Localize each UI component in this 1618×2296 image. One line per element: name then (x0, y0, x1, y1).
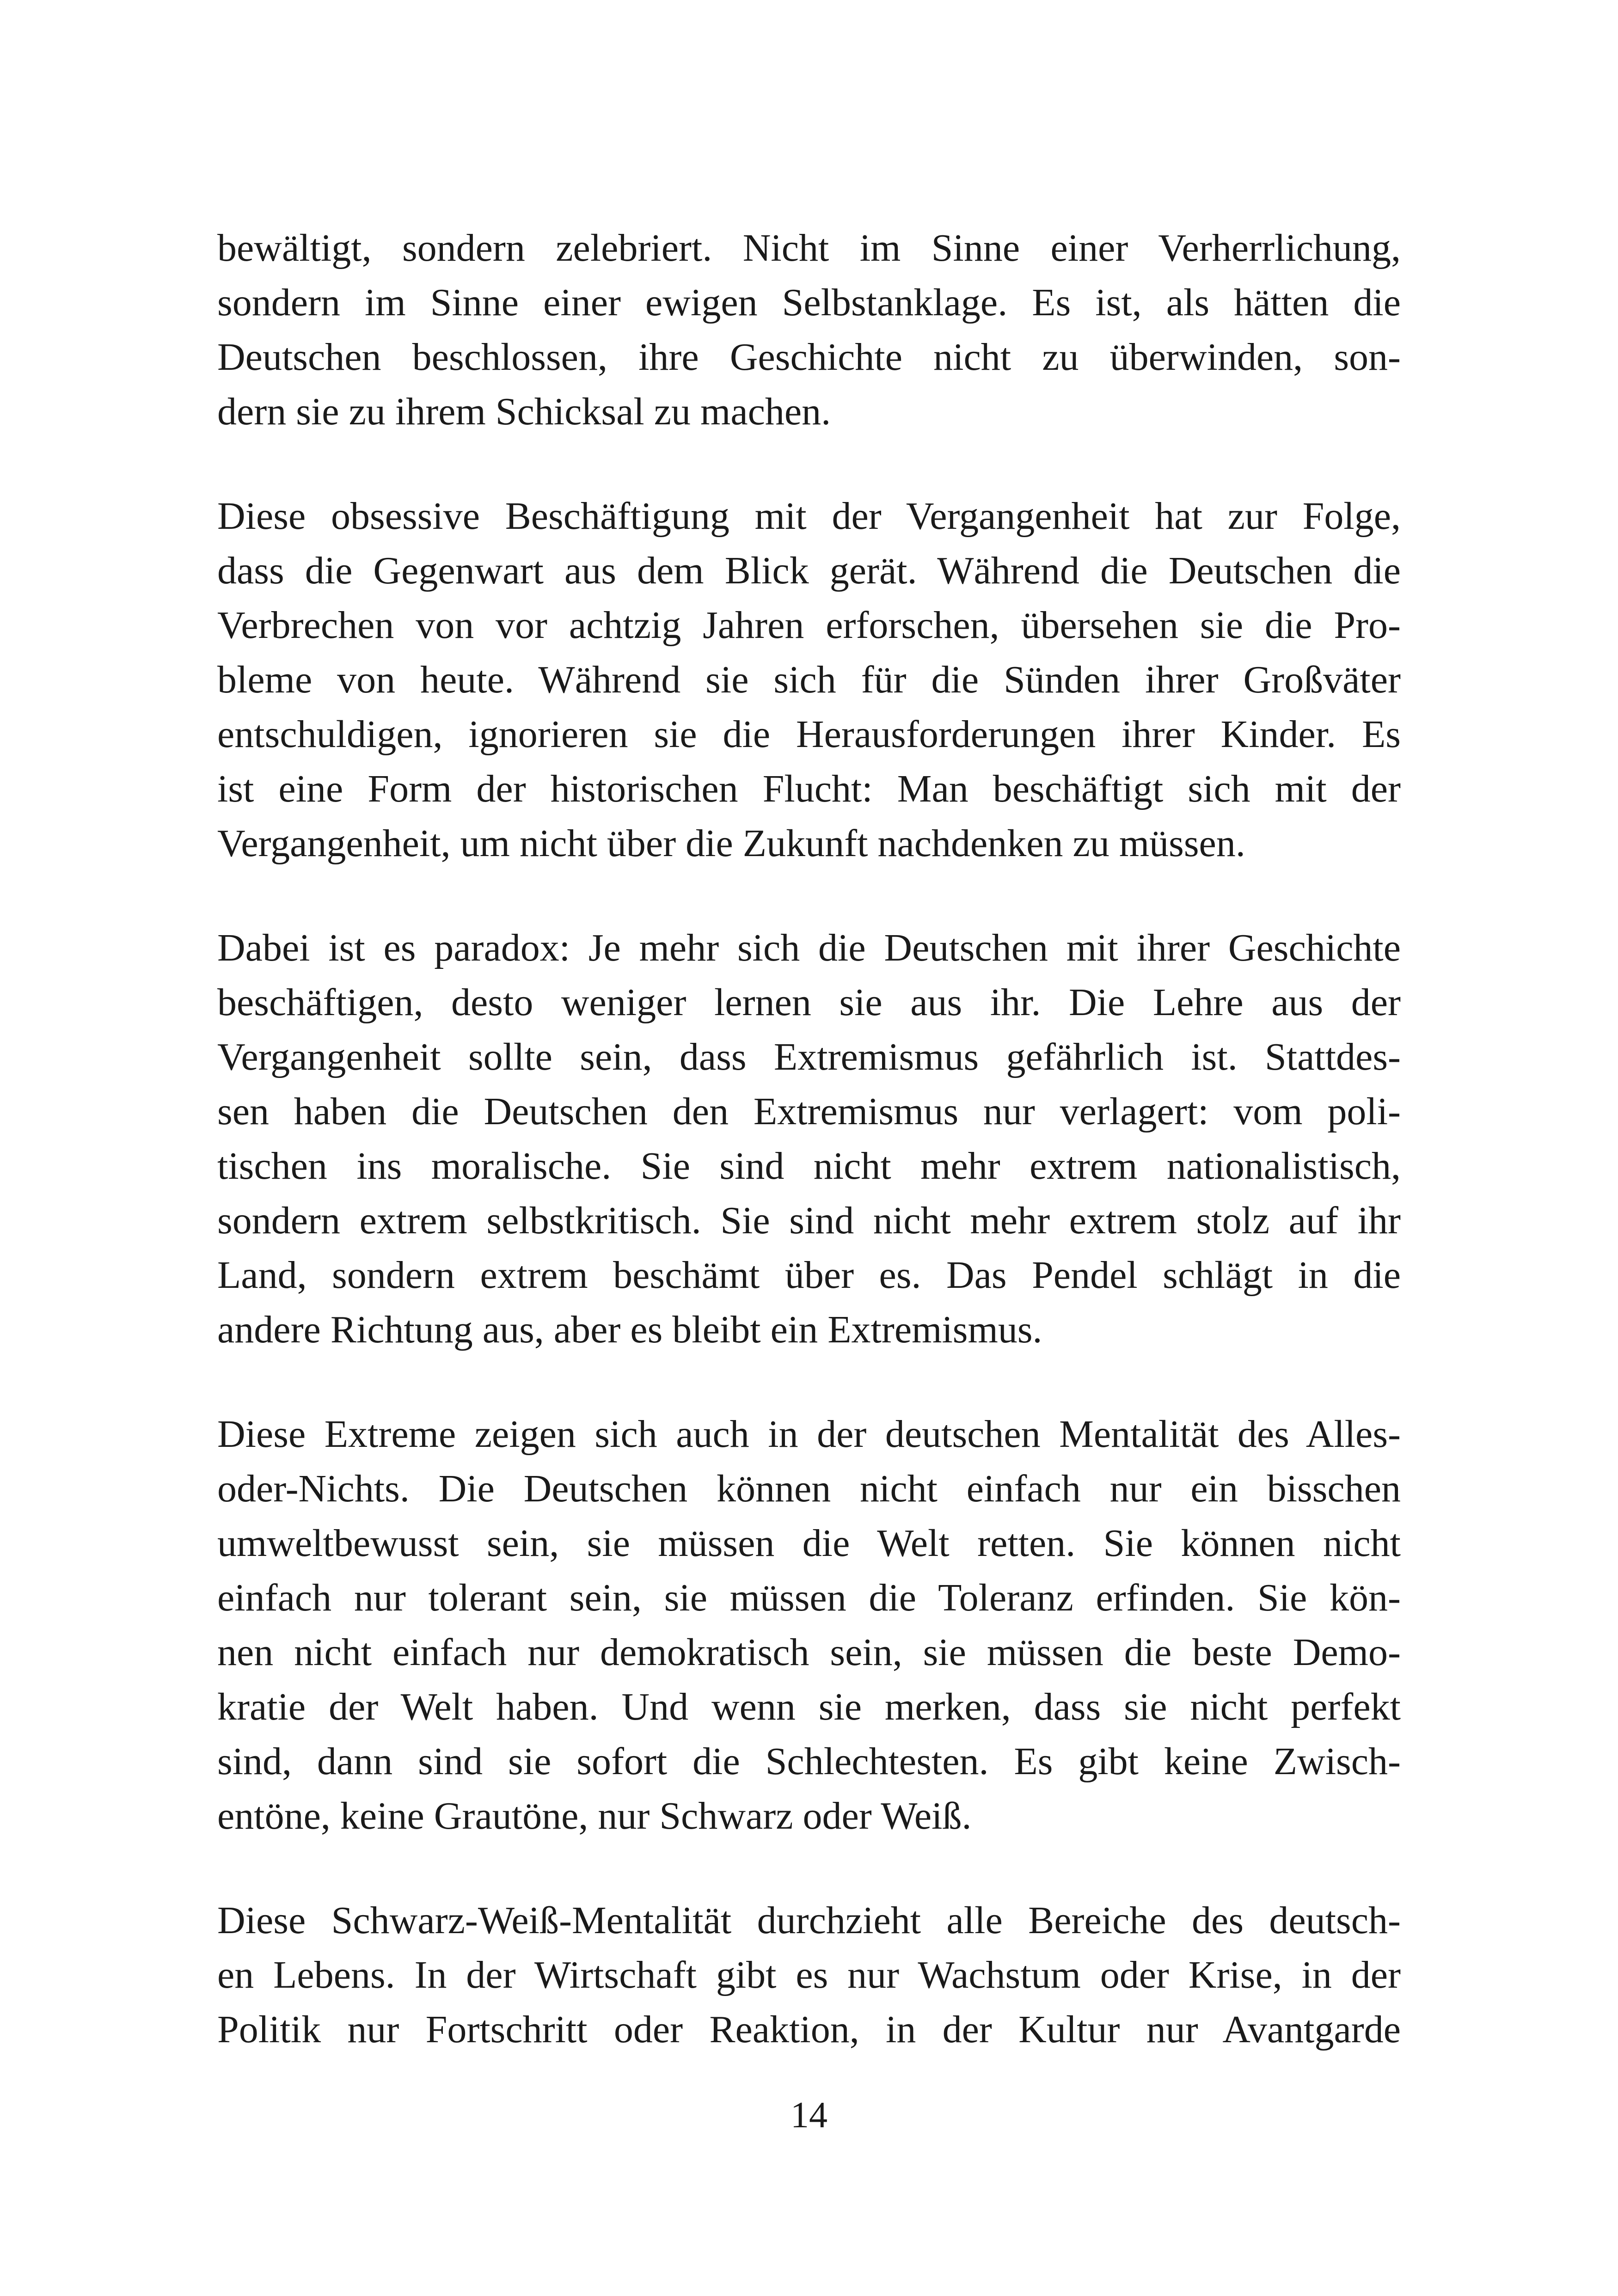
text-line: tischen ins moralische. Sie sind nicht mehr extrem nationalistisch, (217, 1145, 1401, 1188)
text-line: Vergangenheit sollte sein, dass Extremismus gefährlich ist. Stattdes- (217, 1035, 1401, 1078)
text-line: kratie der Welt haben. Und wenn sie merken, dass sie nicht perfekt (217, 1685, 1401, 1728)
text-line: umweltbewusst sein, sie müssen die Welt retten. Sie können nicht (217, 1522, 1401, 1565)
text-line: Diese Schwarz-Weiß-Mentalität durchzieht alle Bereiche des deutsch- (217, 1899, 1401, 1942)
text-line: Vergangenheit, um nicht über die Zukunft nachdenken zu müssen. (217, 822, 1245, 865)
text-line: sondern im Sinne einer ewigen Selbstanklage. Es ist, als hätten die (217, 281, 1401, 324)
paragraph-gap (217, 1357, 1401, 1407)
text-line: Dabei ist es paradox: Je mehr sich die Deutschen mit ihrer Geschichte (217, 926, 1401, 969)
paragraph (217, 1407, 1401, 1843)
text-line: Politik nur Fortschritt oder Reaktion, in der Kultur nur Avantgarde (217, 2008, 1401, 2051)
text-line: entschuldigen, ignorieren sie die Herausforderungen ihrer Kinder. Es (217, 713, 1401, 756)
paragraph-gap (217, 871, 1401, 921)
text-line: bleme von heute. Während sie sich für die Sünden ihrer Großväter (217, 658, 1401, 701)
text-line: beschäftigen, desto weniger lernen sie aus ihr. Die Lehre aus der (217, 981, 1401, 1024)
text-line: sondern extrem selbstkritisch. Sie sind nicht mehr extrem stolz auf ihr (217, 1199, 1401, 1242)
paragraph (217, 221, 1401, 439)
text-line: oder-Nichts. Die Deutschen können nicht einfach nur ein bisschen (217, 1467, 1401, 1510)
text-line: entöne, keine Grautöne, nur Schwarz oder Weiß. (217, 1794, 972, 1837)
text-line: andere Richtung aus, aber es bleibt ein Extremismus. (217, 1308, 1042, 1351)
body-text (217, 221, 1401, 2057)
text-line: dern sie zu ihrem Schicksal zu machen. (217, 390, 831, 433)
paragraph-gap (217, 1843, 1401, 1893)
text-line: sind, dann sind sie sofort die Schlechtesten. Es gibt keine Zwisch- (217, 1740, 1401, 1783)
text-line: Diese obsessive Beschäftigung mit der Vergangenheit hat zur Folge, (217, 495, 1401, 538)
text-line: Land, sondern extrem beschämt über es. Das Pendel schlägt in die (217, 1254, 1401, 1297)
text-line: Diese Extreme zeigen sich auch in der deutschen Mentalität des Alles- (217, 1413, 1401, 1456)
paragraph (217, 921, 1401, 1357)
text-line: Verbrechen von vor achtzig Jahren erforschen, übersehen sie die Pro- (217, 604, 1401, 647)
text-line: einfach nur tolerant sein, sie müssen die Toleranz erfinden. Sie kön- (217, 1576, 1401, 1619)
text-line: Deutschen beschlossen, ihre Geschichte nicht zu überwinden, son- (217, 336, 1401, 379)
paragraph-gap (217, 439, 1401, 489)
paragraph (217, 1893, 1401, 2057)
text-line: sen haben die Deutschen den Extremismus nur verlagert: vom poli- (217, 1090, 1401, 1133)
text-line: en Lebens. In der Wirtschaft gibt es nur Wachstum oder Krise, in der (217, 1953, 1401, 1996)
page-number: 14 (791, 2095, 827, 2136)
paragraph (217, 489, 1401, 871)
text-line: nen nicht einfach nur demokratisch sein, sie müssen die beste Demo- (217, 1631, 1401, 1674)
text-line: ist eine Form der historischen Flucht: Man beschäftigt sich mit der (217, 767, 1401, 810)
text-line: bewältigt, sondern zelebriert. Nicht im Sinne einer Verherrlichung, (217, 227, 1401, 269)
text-line: dass die Gegenwart aus dem Blick gerät. Während die Deutschen die (217, 549, 1401, 592)
